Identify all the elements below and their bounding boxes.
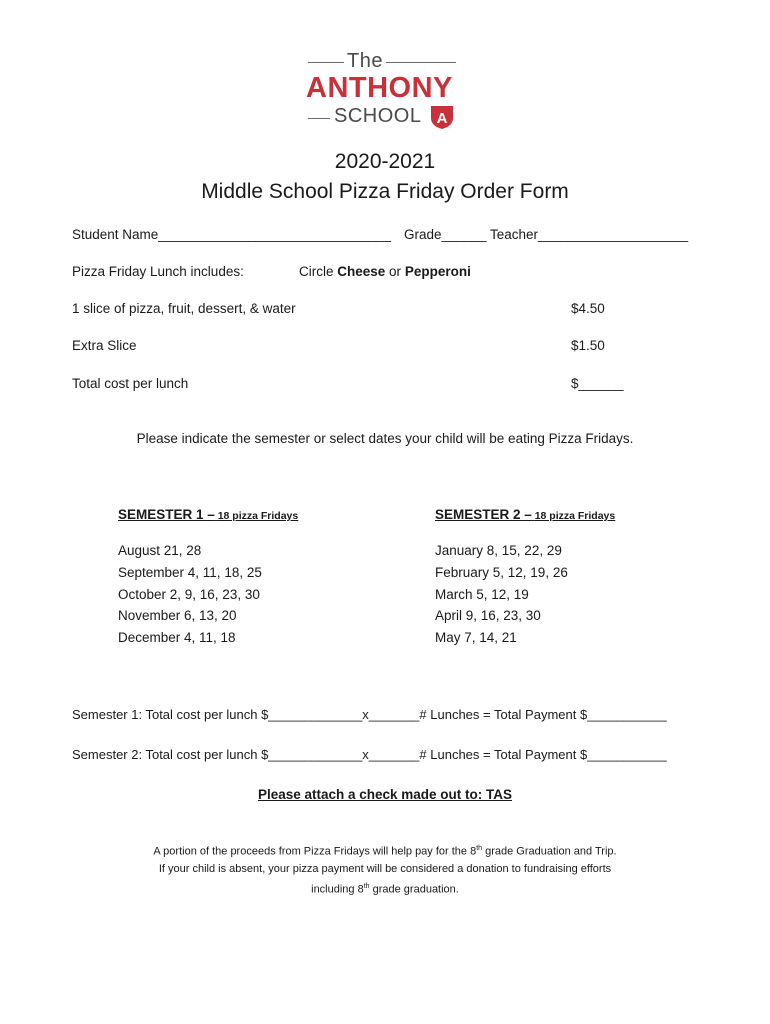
date-line[interactable]: February 5, 12, 19, 26 bbox=[435, 565, 568, 580]
footer-note bbox=[0, 840, 770, 898]
semester-1-heading bbox=[118, 507, 298, 522]
form-year: 2020-2021 bbox=[334, 150, 436, 173]
date-line[interactable]: November 6, 13, 20 bbox=[118, 608, 237, 623]
topping-choice bbox=[299, 264, 471, 279]
semester-2-heading bbox=[435, 507, 615, 522]
total-cost-field[interactable]: $______ bbox=[571, 376, 624, 391]
semester-instruction: Please indicate the semester or select dates your child will be eating Pizza Fridays. bbox=[136, 431, 634, 446]
logo-school: SCHOOL bbox=[334, 105, 422, 127]
teacher-field[interactable]: Teacher____________________ bbox=[490, 227, 689, 242]
semester-heading-text: SEMESTER 2 – bbox=[435, 507, 532, 522]
logo-anthony: ANTHONY bbox=[306, 72, 453, 104]
date-line[interactable]: October 2, 9, 16, 23, 30 bbox=[118, 587, 260, 602]
pricing-item: Extra Slice bbox=[72, 338, 137, 353]
shield-icon bbox=[430, 104, 454, 130]
logo-rule-lower bbox=[308, 118, 330, 119]
pricing-value: $4.50 bbox=[571, 301, 605, 316]
pricing-value: $1.50 bbox=[571, 338, 605, 353]
student-name-field[interactable]: Student Name_______________________________ bbox=[72, 227, 392, 242]
date-line[interactable]: August 21, 28 bbox=[118, 543, 202, 558]
check-payable-note: Please attach a check made out to: TAS bbox=[257, 787, 513, 802]
footer-line-1: A portion of the proceeds from Pizza Fridays will help pay for the 8th grade Graduation and Trip. bbox=[153, 845, 617, 858]
pricing-item: 1 slice of pizza, fruit, dessert, & water bbox=[72, 301, 296, 316]
date-line[interactable]: September 4, 11, 18, 25 bbox=[118, 565, 262, 580]
logo-rule-left bbox=[308, 62, 344, 63]
pricing-item: Total cost per lunch bbox=[72, 376, 189, 391]
date-line[interactable]: May 7, 14, 21 bbox=[435, 630, 517, 645]
date-line[interactable]: April 9, 16, 23, 30 bbox=[435, 608, 541, 623]
semester-subheading: 18 pizza Fridays bbox=[534, 510, 616, 522]
semester-heading-text: SEMESTER 1 – bbox=[118, 507, 215, 522]
semester-2-total-line[interactable]: Semester 2: Total cost per lunch $_____________x_______# Lunches = Total Payment $___________ bbox=[72, 747, 667, 762]
school-logo bbox=[300, 50, 470, 134]
shield-letter: A bbox=[436, 110, 448, 127]
logo-the: The bbox=[347, 50, 383, 72]
lunch-includes-label: Pizza Friday Lunch includes: bbox=[72, 264, 244, 279]
cheese-option[interactable]: Cheese bbox=[337, 264, 386, 279]
grade-field[interactable]: Grade______ bbox=[404, 227, 487, 242]
date-line[interactable]: December 4, 11, 18 bbox=[118, 630, 236, 645]
circle-prefix: Circle bbox=[299, 264, 338, 279]
footer-line-2: If your child is absent, your pizza payment will be considered a donation to fundraising efforts bbox=[158, 862, 612, 875]
semester-1-total-line[interactable]: Semester 1: Total cost per lunch $_____________x_______# Lunches = Total Payment $___________ bbox=[72, 707, 667, 722]
semester-subheading: 18 pizza Fridays bbox=[217, 510, 299, 522]
pepperoni-option[interactable]: Pepperoni bbox=[404, 264, 471, 279]
form-title: Middle School Pizza Friday Order Form bbox=[201, 180, 569, 203]
footer-line-3: including 8th grade graduation. bbox=[311, 882, 459, 896]
date-line[interactable]: March 5, 12, 19 bbox=[435, 587, 529, 602]
date-line[interactable]: January 8, 15, 22, 29 bbox=[435, 543, 562, 558]
logo-rule-right bbox=[386, 62, 456, 63]
or-text: or bbox=[385, 264, 405, 279]
